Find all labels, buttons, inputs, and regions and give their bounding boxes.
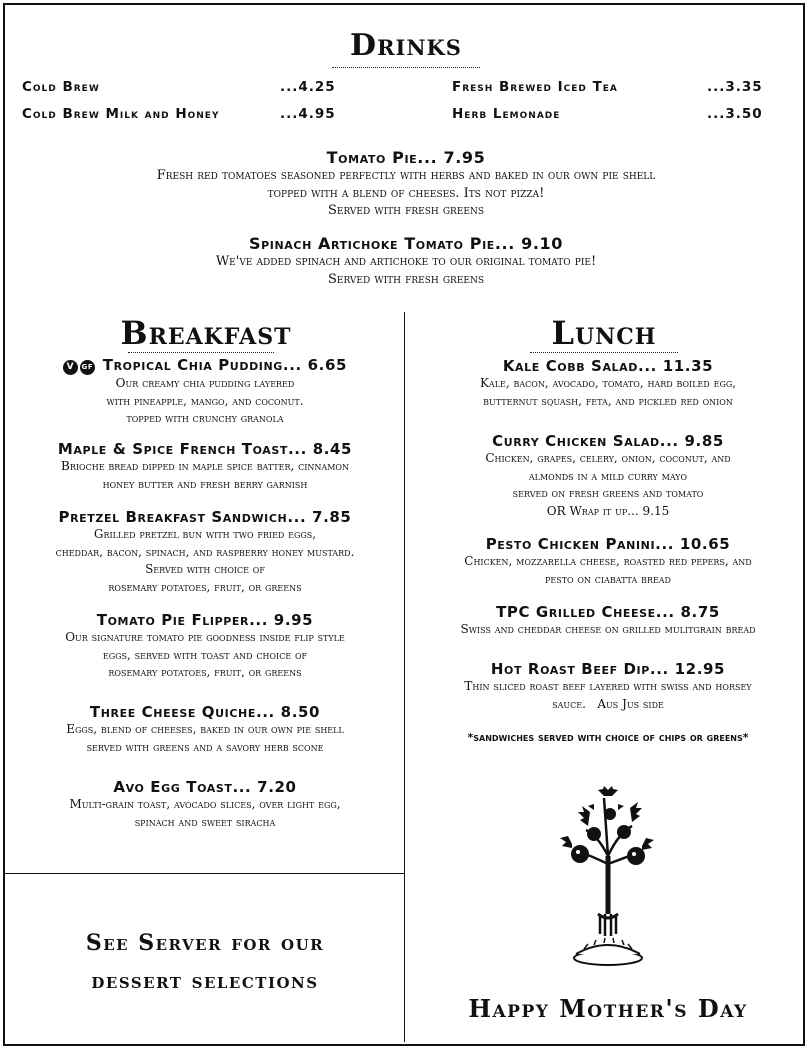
breakfast-item [12,703,398,756]
breakfast-item [12,440,398,493]
lunch-underline [530,352,678,353]
item-desc: Chicken, mozzarella cheese, roasted red pepers, and [464,554,752,568]
dessert-line: See Server for our [85,930,325,956]
drinks-underline [332,67,480,68]
lunch-item [410,603,806,639]
dessert-divider [5,873,404,874]
item-desc: cheddar, bacon, spinach, and raspberry honey mustard. [55,544,355,559]
item-desc: rosemary potatoes, fruit, or greens [108,665,302,679]
pie-item [20,234,792,288]
breakfast-item [12,611,398,682]
pie-desc: topped with a blend of cheeses. Its not pizza! [267,185,545,201]
breakfast-item [12,778,398,831]
lunch-item [410,357,806,410]
item-desc: pesto on ciabatta bread [545,571,671,586]
item-name: Tomato Pie Flipper... 9.95 [96,611,314,629]
drink-price: ...4.95 [280,106,336,122]
mothers-day-banner: Happy Mother's Day [468,994,748,1023]
drink-price: ...3.50 [707,106,763,122]
pie-desc: Served with fresh greens [327,271,485,287]
item-name: Curry Chicken Salad... 9.85 [492,432,724,450]
breakfast-title: Breakfast [120,314,292,352]
item-desc: eggs, served with toast and choice of [102,647,308,662]
gluten-free-badge-icon: GF [80,360,95,375]
item-desc: Thin sliced roast beef layered with swiss and horsey [464,679,752,693]
breakfast-item [12,355,398,428]
item-desc: Kale, bacon, avocado, tomato, hard boiled egg, [479,376,737,390]
item-name: TPC Grilled Cheese... 8.75 [496,603,720,621]
item-desc: Our signature tomato pie goodness inside flip style [65,630,345,644]
item-desc: spinach and sweet siracha [134,814,276,829]
drinks-title: Drinks [350,28,462,63]
drink-name: Cold Brew [22,79,100,95]
item-name: Pretzel Breakfast Sandwich... 7.85 [58,508,352,526]
sandwich-note: *sandwiches served with choice of chips or greens* [467,731,749,744]
lunch-item [410,660,806,713]
item-desc: butternut squash, feta, and pickled red onion [483,393,733,408]
item-desc: sauce. Aus Jus side [552,696,664,711]
tomato-plant-fork-icon [548,786,668,972]
dessert-note [10,924,400,1000]
lunch-title: Lunch [551,314,657,352]
breakfast-item [12,508,398,596]
item-desc: honey butter and fresh berry garnish [102,476,308,491]
column-divider [404,312,405,1042]
drink-name: Cold Brew Milk and Honey [22,106,220,122]
drink-name: Fresh Brewed Iced Tea [452,79,618,95]
item-name: Three Cheese Quiche... 8.50 [89,703,321,721]
pie-name: Tomato Pie... 7.95 [326,148,486,167]
item-name: Pesto Chicken Panini... 10.65 [485,535,731,553]
item-desc: Brioche bread dipped in maple spice batter, cinnamon [61,459,349,473]
item-name: Kale Cobb Salad... 11.35 [502,357,714,375]
item-desc: rosemary potatoes, fruit, or greens [108,579,302,594]
dessert-line: dessert selections [91,968,319,994]
item-name: Avo Egg Toast... 7.20 [113,778,297,796]
item-name: Maple & Spice French Toast... 8.45 [57,440,353,458]
drink-price: ...4.25 [280,79,336,95]
lunch-item [410,432,806,520]
pie-item [20,148,792,220]
item-desc: Grilled pretzel bun with two fried eggs, [93,527,317,541]
pie-desc: We've added spinach and artichoke to our original tomato pie! [215,254,597,269]
item-desc: Served with choice of [145,562,265,576]
item-desc: Our creamy chia pudding layered [115,376,295,390]
item-name: Tropical Chia Pudding... 6.65 [102,356,348,374]
pie-desc: Fresh red tomatoes seasoned perfectly with herbs and baked in our own pie shell [156,168,656,183]
item-desc: served on fresh greens and tomato [512,486,704,500]
item-desc: topped with crunchy granola [126,411,284,425]
item-name: Hot Roast Beef Dip... 12.95 [490,660,726,678]
item-desc: OR Wrap it up... 9.15 [546,503,670,518]
item-desc: almonds in a mild curry mayo [528,468,688,483]
drink-price: ...3.35 [707,79,763,95]
item-desc: Eggs, blend of cheeses, baked in our own pie shell [66,722,344,736]
item-desc: served with greens and a savory herb scone [86,739,324,754]
lunch-item [410,535,806,588]
drink-name: Herb Lemonade [452,106,561,122]
item-desc: Multi-grain toast, avocado slices, over light egg, [69,797,341,811]
breakfast-underline [128,352,274,353]
vegan-badge-icon: V [63,360,78,375]
pie-name: Spinach Artichoke Tomato Pie... 9.10 [249,234,563,253]
item-desc: Swiss and cheddar cheese on grilled mulitgrain bread [460,622,756,636]
item-desc: Chicken, grapes, celery, onion, coconut, and [485,451,731,465]
pie-desc: Served with fresh greens [327,203,485,218]
item-desc: with pineapple, mango, and coconut. [106,393,304,408]
